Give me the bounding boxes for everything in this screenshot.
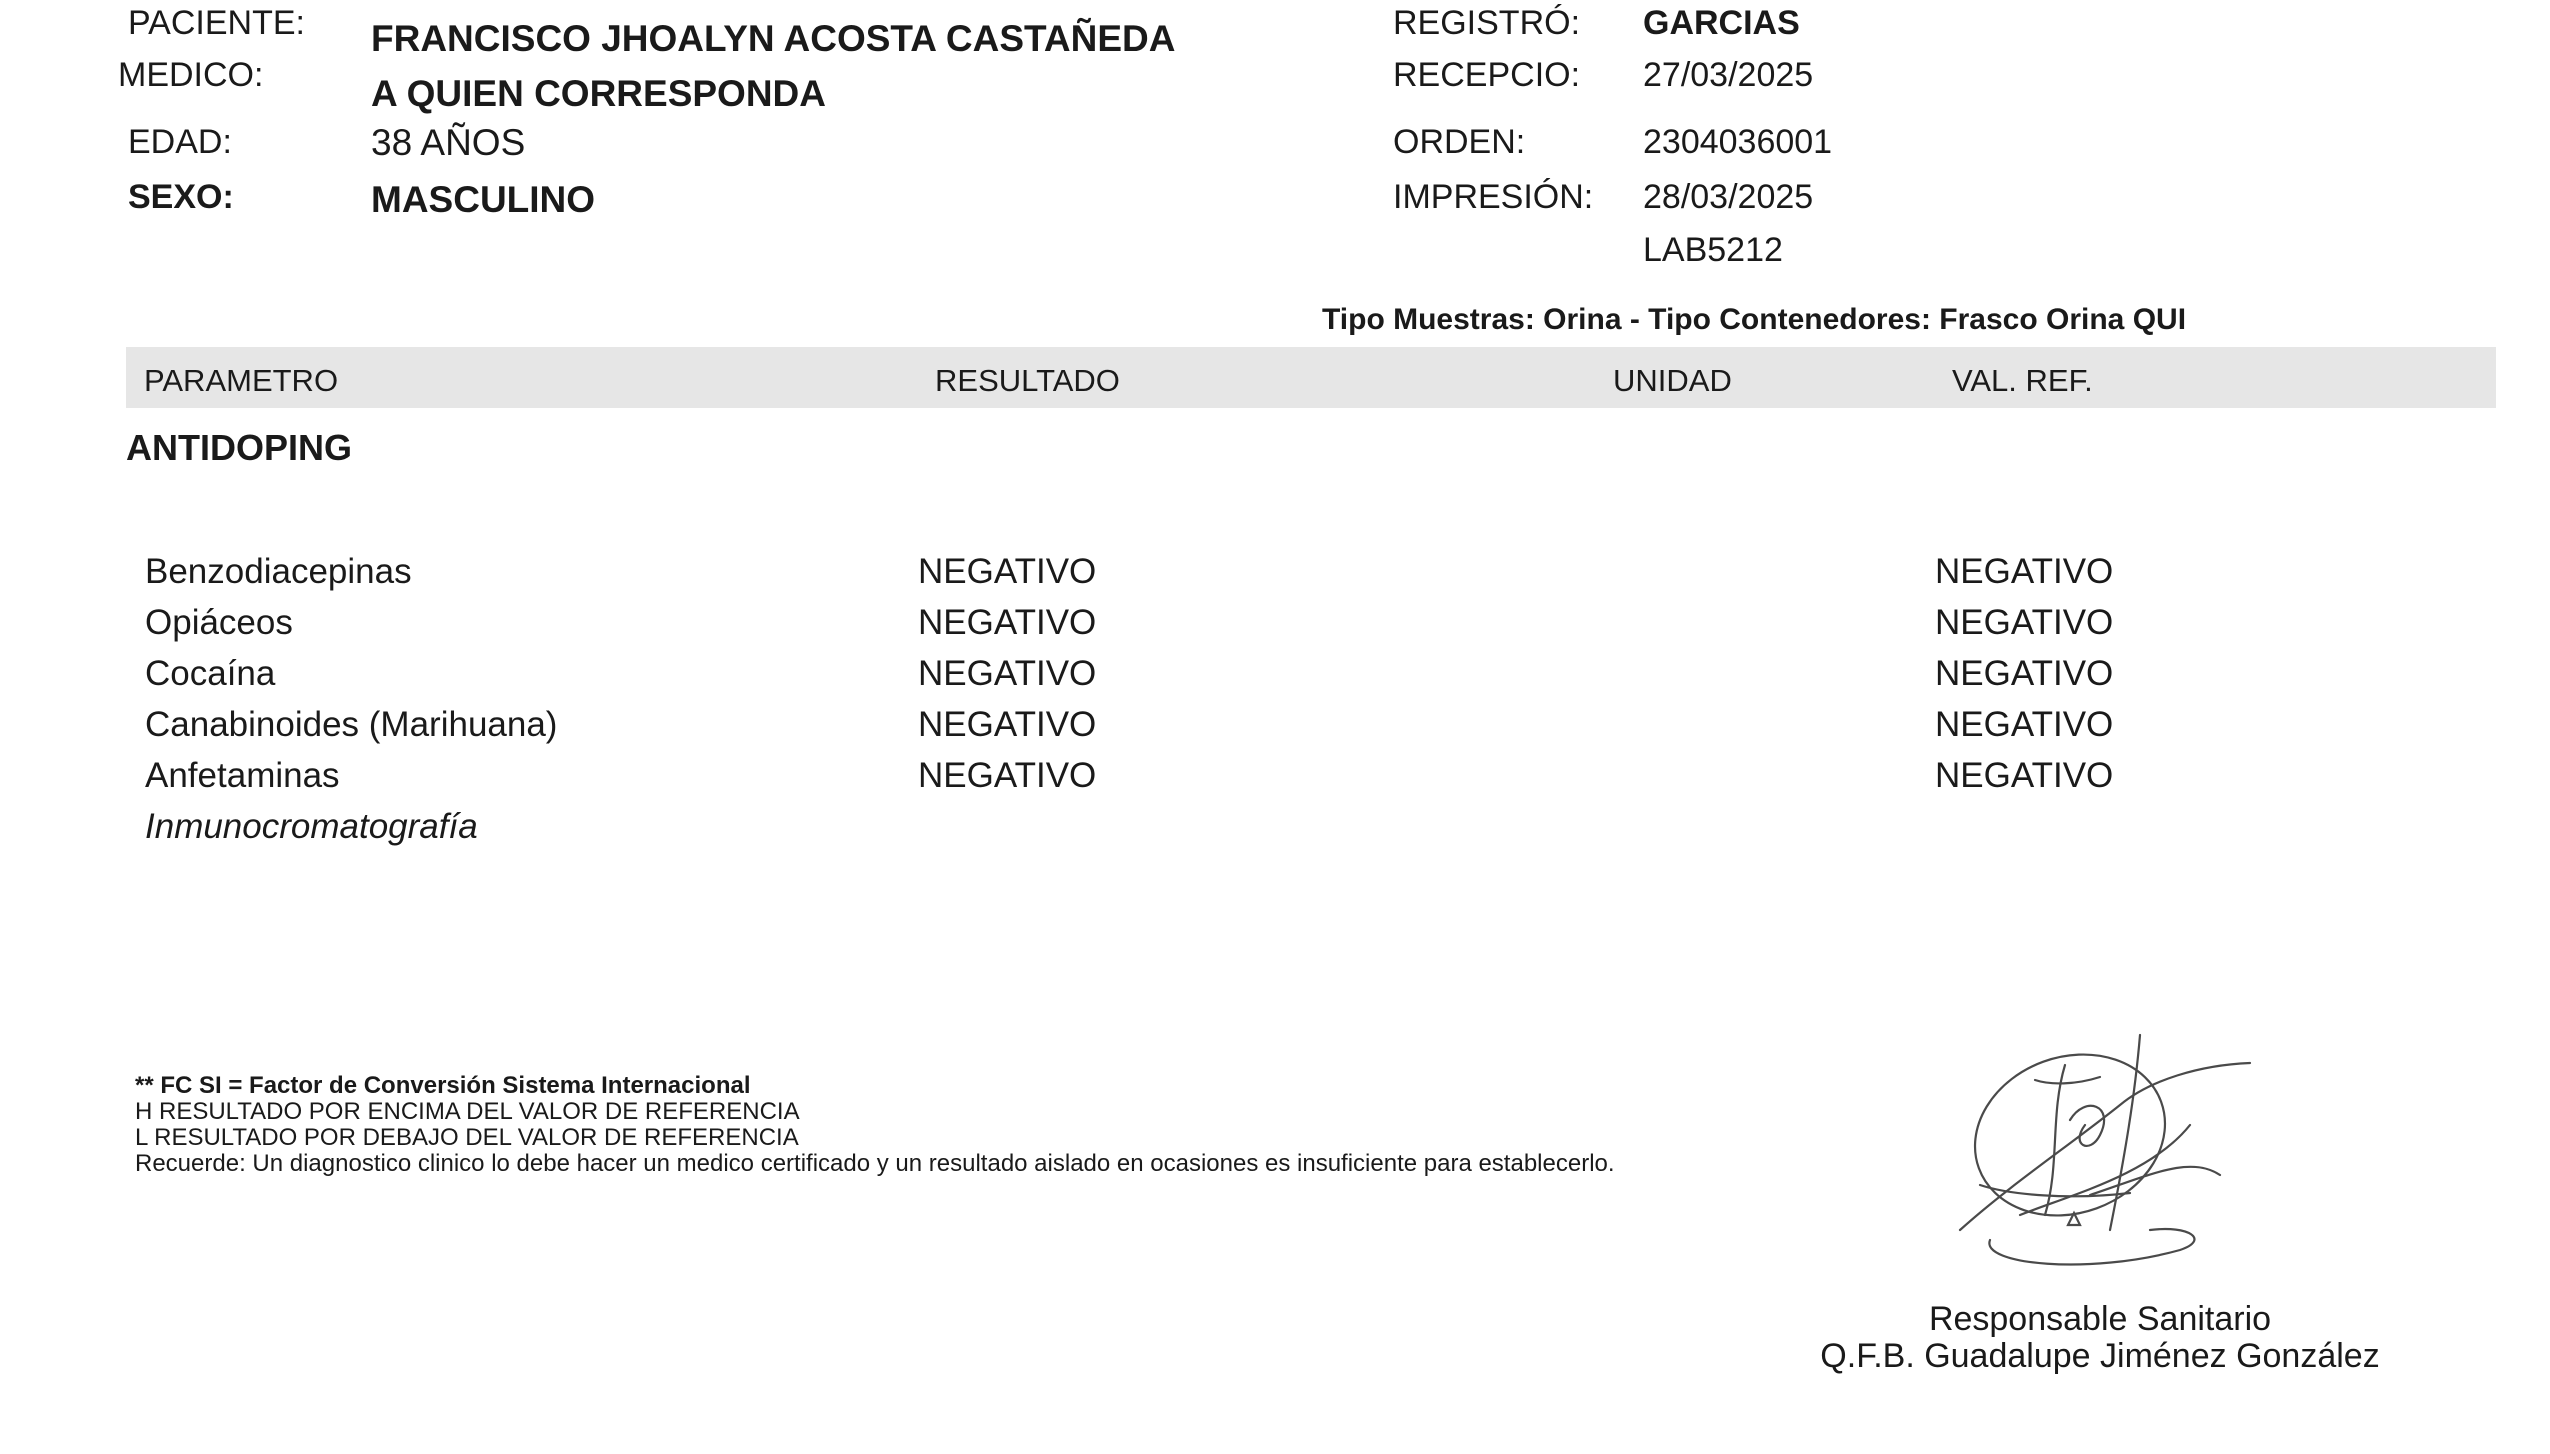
paciente-label: PACIENTE: <box>128 4 305 42</box>
header-val-ref: VAL. REF. <box>1952 363 2093 398</box>
header-parametro: PARAMETRO <box>144 363 339 398</box>
note-l: L RESULTADO POR DEBAJO DEL VALOR DE REFERENCIA <box>135 1124 799 1151</box>
method-note: Inmunocromatografía <box>145 807 478 846</box>
edad-label: EDAD: <box>128 123 232 161</box>
lab-code: LAB5212 <box>1643 231 1783 269</box>
row-ref: NEGATIVO <box>1935 705 2114 744</box>
row-parametro: Benzodiacepinas <box>145 552 412 591</box>
row-ref: NEGATIVO <box>1935 552 2114 591</box>
edad-value: 38 AÑOS <box>371 122 526 163</box>
notes-block <box>135 1073 1615 1177</box>
row-ref: NEGATIVO <box>1935 603 2114 642</box>
recepcion-value: 27/03/2025 <box>1643 56 1814 94</box>
orden-label: ORDEN: <box>1393 123 1526 161</box>
signature-image <box>1950 1025 2270 1280</box>
medico-label: MEDICO: <box>118 56 264 94</box>
note-disclaimer: Recuerde: Un diagnostico clinico lo debe hacer un medico certificado y un resultado aislado en ocasiones es insuficiente para establecerlo. <box>135 1150 1615 1177</box>
row-parametro: Opiáceos <box>145 603 293 642</box>
row-parametro: Cocaína <box>145 654 276 693</box>
row-ref: NEGATIVO <box>1935 654 2114 693</box>
note-fc-si: ** FC SI = Factor de Conversión Sistema Internacional <box>135 1072 751 1099</box>
row-resultado: NEGATIVO <box>918 552 1097 591</box>
table-header <box>126 347 2496 408</box>
registro-label: REGISTRÓ: <box>1393 4 1581 42</box>
row-resultado: NEGATIVO <box>918 654 1097 693</box>
section-title: ANTIDOPING <box>126 427 353 468</box>
row-resultado: NEGATIVO <box>918 705 1097 744</box>
sample-info: Tipo Muestras: Orina - Tipo Contenedores: Frasco Orina QUI <box>1322 303 2187 336</box>
row-resultado: NEGATIVO <box>918 603 1097 642</box>
row-ref: NEGATIVO <box>1935 756 2114 795</box>
recepcion-label: RECEPCIO: <box>1393 56 1581 94</box>
row-resultado: NEGATIVO <box>918 756 1097 795</box>
note-h: H RESULTADO POR ENCIMA DEL VALOR DE REFERENCIA <box>135 1098 800 1125</box>
orden-value: 2304036001 <box>1643 123 1833 161</box>
row-parametro: Anfetaminas <box>145 756 340 795</box>
impresion-label: IMPRESIÓN: <box>1393 178 1594 216</box>
signature-name: Q.F.B. Guadalupe Jiménez González <box>1820 1337 2380 1375</box>
paciente-value: FRANCISCO JHOALYN ACOSTA CASTAÑEDA <box>371 18 1176 59</box>
row-parametro: Canabinoides (Marihuana) <box>145 705 558 744</box>
header-resultado: RESULTADO <box>935 363 1120 398</box>
signature-role: Responsable Sanitario <box>1928 1300 2272 1338</box>
registro-value: GARCIAS <box>1643 4 1800 42</box>
sexo-label: SEXO: <box>128 178 234 216</box>
medico-value: A QUIEN CORRESPONDA <box>371 73 827 114</box>
impresion-value: 28/03/2025 <box>1643 178 1814 216</box>
header-unidad: UNIDAD <box>1613 363 1732 398</box>
sexo-value: MASCULINO <box>371 179 596 220</box>
